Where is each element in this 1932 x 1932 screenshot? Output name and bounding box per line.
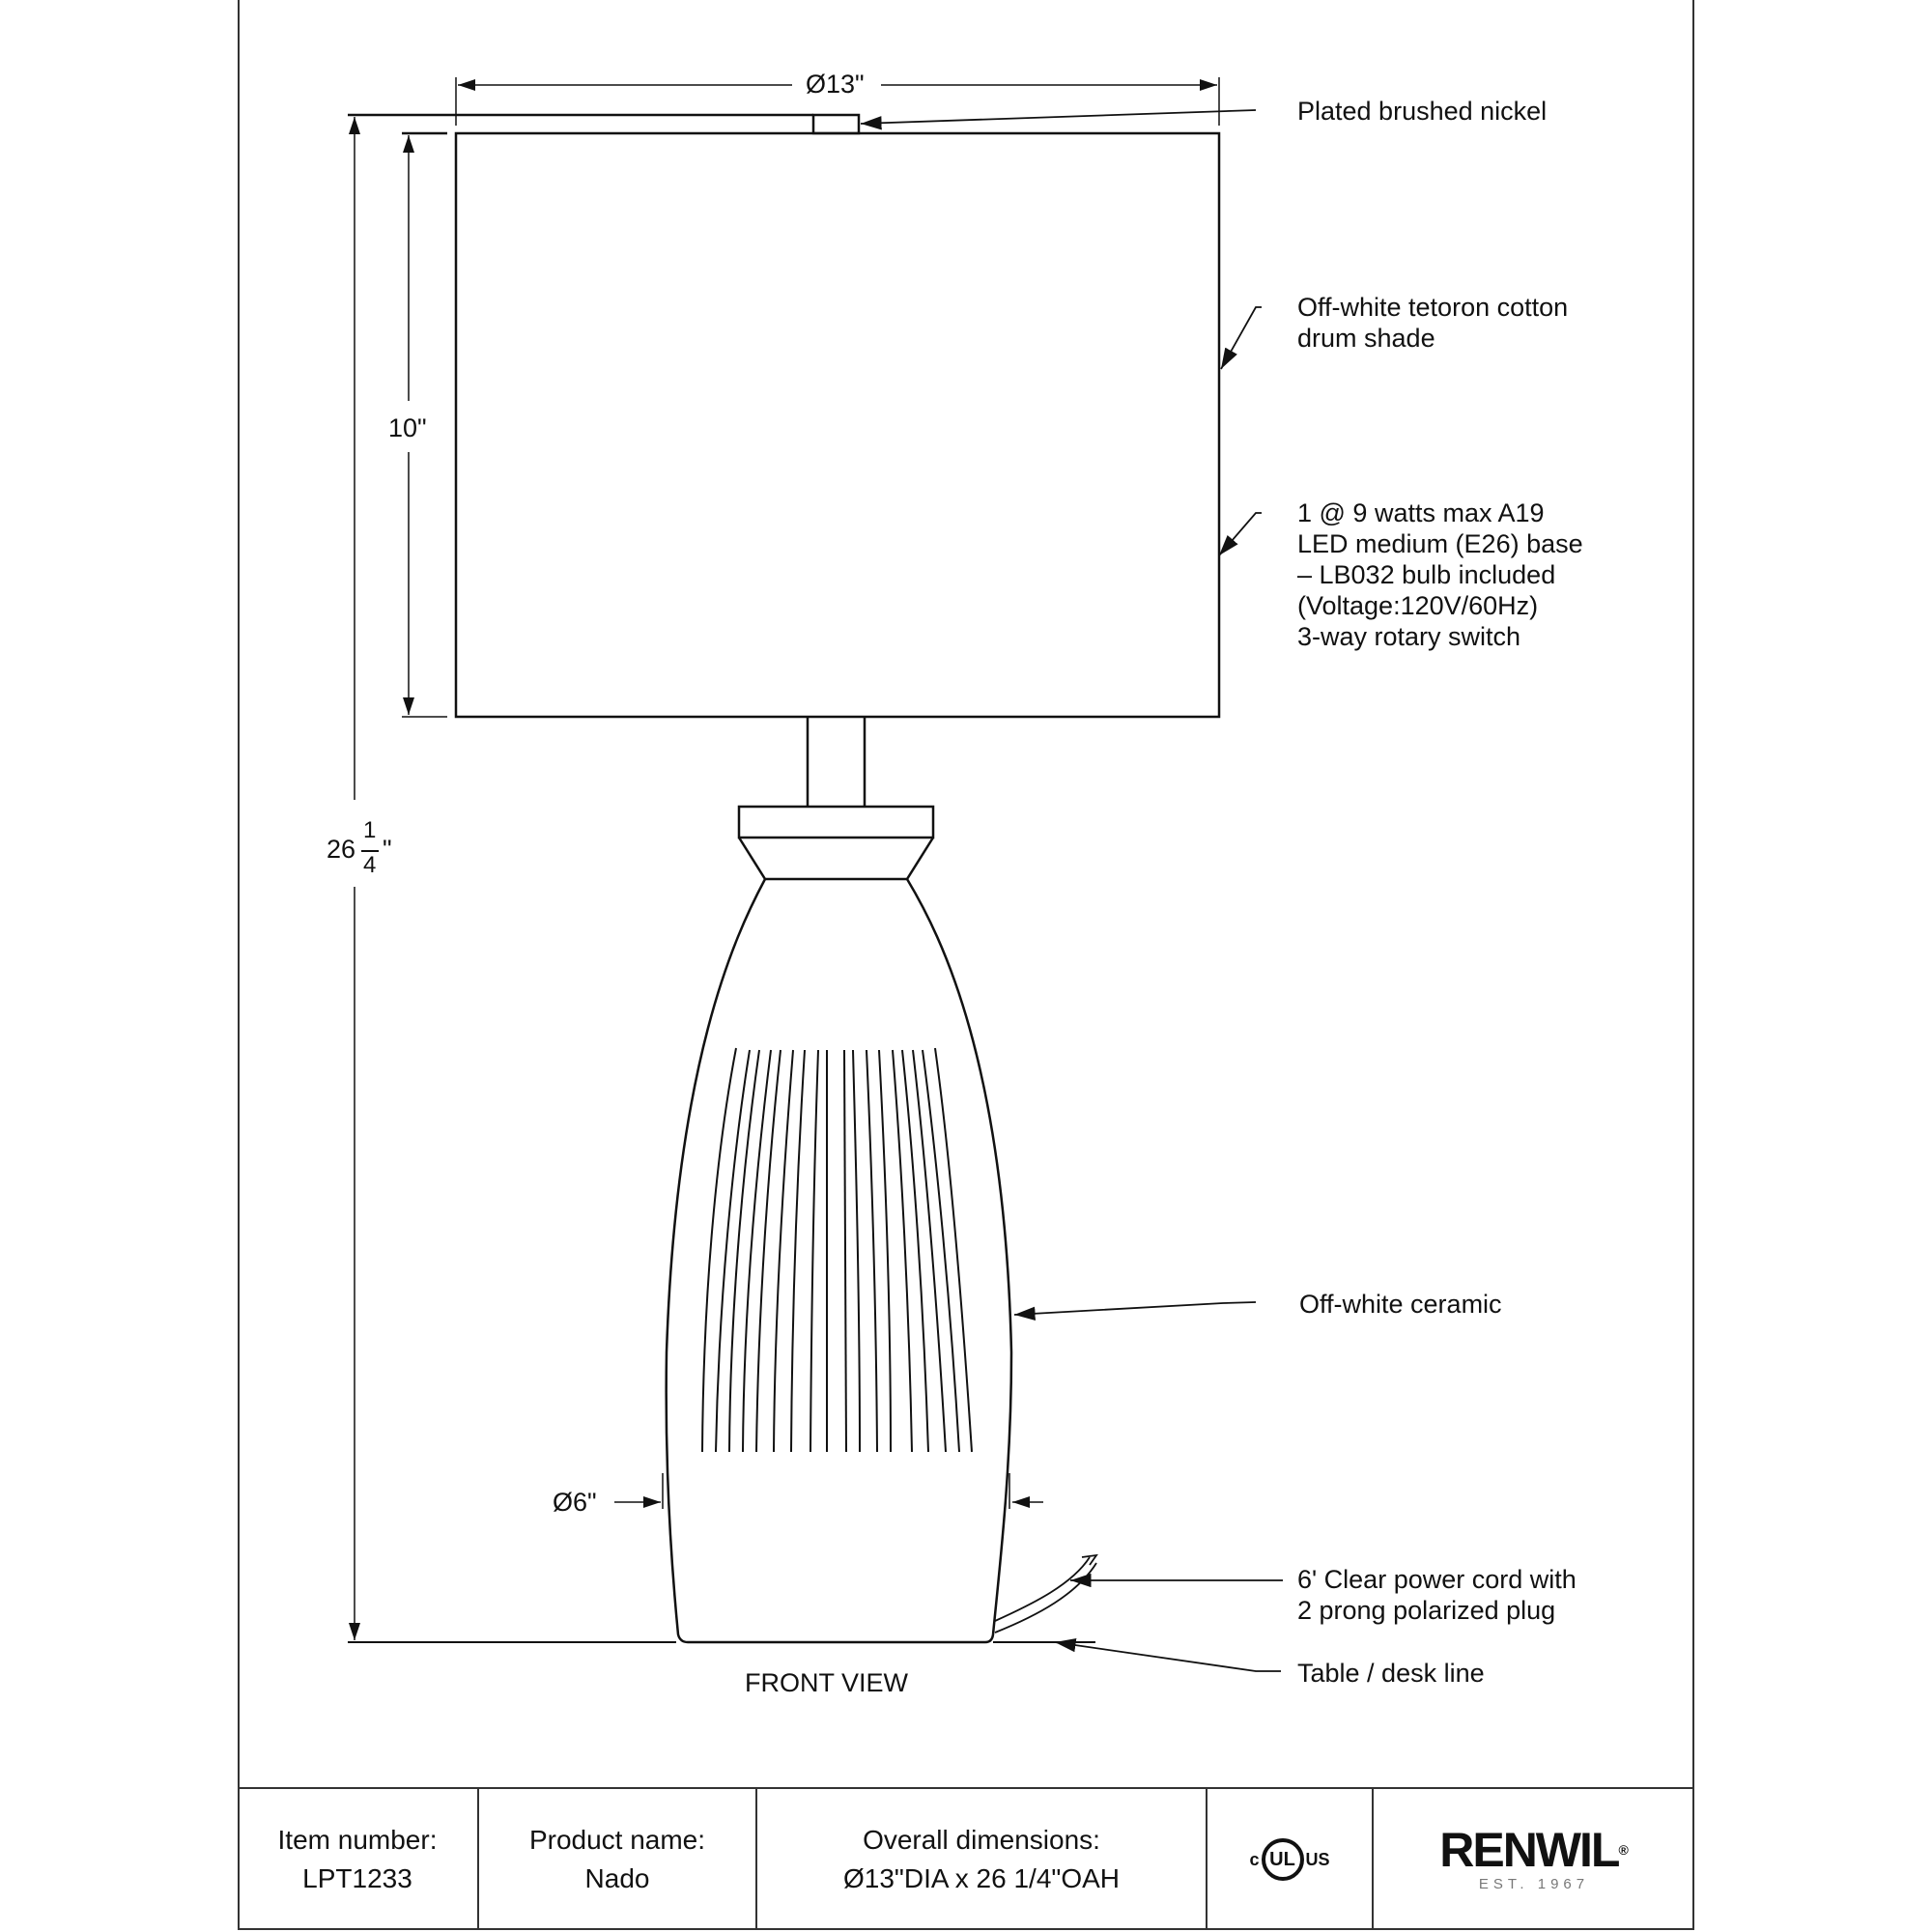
cul-us-listed-icon	[1249, 1838, 1329, 1881]
drum-shade	[456, 133, 1219, 717]
ceramic-body	[667, 879, 1011, 1642]
body-ribs	[702, 1048, 972, 1452]
dimensions-label: Overall dimensions:	[863, 1825, 1100, 1855]
base-diameter-dimension	[614, 1473, 1043, 1509]
callout-cord	[1297, 1564, 1577, 1626]
base-diameter-label: Ø6"	[549, 1488, 601, 1518]
view-label: FRONT VIEW	[745, 1668, 909, 1697]
callout-body	[1299, 1289, 1502, 1320]
cert-left: c	[1249, 1850, 1260, 1869]
item-number-value: LPT1233	[302, 1863, 412, 1893]
shade-height-label: 10"	[384, 413, 431, 443]
ul-circle: UL	[1262, 1838, 1304, 1881]
callout-line: Plated brushed nickel	[1297, 97, 1548, 126]
callout-line: 1 @ 9 watts max A19	[1297, 498, 1545, 527]
overall-height-unit: "	[383, 835, 392, 864]
callout-line: – LB032 bulb included	[1297, 560, 1556, 589]
overall-height-whole: 26	[327, 835, 356, 864]
callout-finial	[1297, 96, 1547, 127]
callout-table	[1297, 1658, 1485, 1689]
cert-right: US	[1305, 1850, 1330, 1869]
overall-height-numerator: 1	[363, 817, 377, 843]
title-block	[238, 1787, 1694, 1930]
callout-line: 6' Clear power cord with	[1297, 1565, 1577, 1594]
dimensions-cell	[757, 1789, 1208, 1930]
callout-bulb	[1297, 497, 1583, 652]
overall-height-denominator: 4	[363, 852, 377, 878]
callout-line: Off-white tetoron cotton	[1297, 293, 1569, 322]
power-cord	[995, 1555, 1096, 1633]
item-number-cell	[238, 1789, 479, 1930]
brand-logo	[1439, 1825, 1629, 1875]
finial-cap	[348, 115, 859, 133]
callout-line: 3-way rotary switch	[1297, 622, 1521, 651]
certification-cell	[1208, 1789, 1374, 1930]
item-number-label: Item number:	[277, 1825, 438, 1855]
callout-line: 2 prong polarized plug	[1297, 1596, 1556, 1625]
lamp-neck	[739, 717, 933, 879]
product-name-value: Nado	[584, 1863, 650, 1893]
overall-height-label	[327, 817, 392, 878]
callout-line: LED medium (E26) base	[1297, 529, 1583, 558]
callout-shade	[1297, 292, 1568, 354]
callout-line: (Voltage:120V/60Hz)	[1297, 591, 1539, 620]
registered-mark: ®	[1618, 1842, 1629, 1858]
dimensions-value: Ø13"DIA x 26 1/4"OAH	[842, 1863, 1120, 1893]
shade-diameter-label: Ø13"	[802, 70, 868, 99]
callout-line: Table / desk line	[1297, 1659, 1485, 1688]
overall-height-dimension	[348, 117, 676, 1642]
brand-cell	[1374, 1789, 1694, 1930]
product-name-label: Product name:	[528, 1825, 706, 1855]
product-name-cell	[479, 1789, 757, 1930]
callout-line: Off-white ceramic	[1299, 1290, 1502, 1319]
brand-name: RENWIL	[1439, 1823, 1619, 1877]
callout-line: drum shade	[1297, 324, 1435, 353]
brand-tagline: EST. 1967	[1478, 1876, 1590, 1892]
